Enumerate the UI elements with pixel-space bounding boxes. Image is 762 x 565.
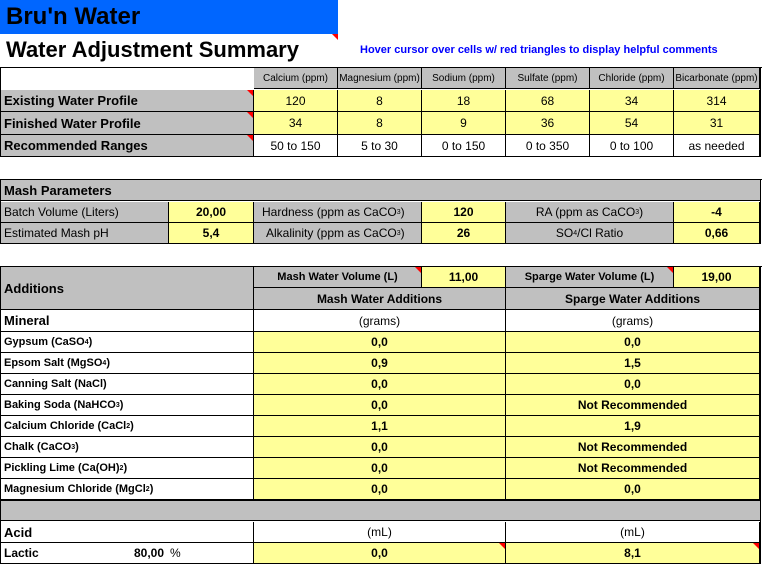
- finished-sulfate: 36: [506, 112, 590, 135]
- header-sulfate: Sulfate (ppm): [506, 68, 590, 89]
- acid-separator: [1, 500, 760, 521]
- lactic-acid-row-label: [1, 543, 254, 564]
- summary-title[interactable]: Water Adjustment Summary: [0, 34, 338, 66]
- sparge-ml-unit: (mL): [506, 522, 760, 543]
- alkalinity-label: Alkalinity (ppm as CaCO 3 ): [254, 223, 422, 244]
- so4-cl-ratio-label: SO 4 /Cl Ratio: [506, 223, 674, 244]
- finished-bicarbonate: 31: [674, 112, 760, 135]
- mash-water-volume-label[interactable]: Mash Water Volume (L): [254, 267, 422, 288]
- mineral-name: Baking Soda (NaHCO 3 ): [1, 395, 254, 416]
- range-calcium: 50 to 150: [254, 135, 338, 157]
- mineral-name: Epsom Salt (MgSO 4 ): [1, 353, 254, 374]
- mineral-name: Pickling Lime (Ca(OH) 2 ): [1, 458, 254, 479]
- so4-cl-ratio-value: 0,66: [674, 223, 760, 244]
- finished-calcium: 34: [254, 112, 338, 135]
- mineral-name: Calcium Chloride (CaCl 2 ): [1, 416, 254, 437]
- batch-volume-value[interactable]: 20,00: [169, 202, 254, 223]
- range-sodium: 0 to 150: [422, 135, 506, 157]
- range-bicarbonate: as needed: [674, 135, 760, 157]
- batch-volume-label: Batch Volume (Liters): [1, 202, 169, 223]
- mineral-sparge-amount[interactable]: 1,9: [506, 416, 760, 437]
- recommended-ranges-label[interactable]: Recommended Ranges: [1, 135, 254, 157]
- mineral-mash-amount[interactable]: 0,0: [254, 332, 506, 353]
- ra-value: -4: [674, 202, 760, 223]
- range-chloride: 0 to 100: [590, 135, 674, 157]
- acid-name: Lactic: [4, 546, 39, 560]
- sparge-additions-header: Sparge Water Additions: [506, 288, 760, 310]
- acid-header: Acid: [1, 522, 254, 543]
- mineral-name: Chalk (CaCO 3 ): [1, 437, 254, 458]
- mineral-mash-amount[interactable]: 0,0: [254, 374, 506, 395]
- mineral-header: Mineral: [1, 310, 254, 332]
- app-title: Bru'n Water: [0, 0, 338, 34]
- mineral-mash-amount[interactable]: 0,0: [254, 395, 506, 416]
- existing-calcium: 120: [254, 90, 338, 112]
- mineral-sparge-amount[interactable]: 0,0: [506, 374, 760, 395]
- existing-sulfate: 68: [506, 90, 590, 112]
- mash-water-volume-value[interactable]: 11,00: [422, 267, 506, 288]
- lactic-sparge-value[interactable]: 8,1: [506, 543, 760, 564]
- header-sodium: Sodium (ppm): [422, 68, 506, 89]
- existing-profile-label[interactable]: Existing Water Profile: [1, 90, 254, 112]
- hardness-label: Hardness (ppm as CaCO 3 ): [254, 202, 422, 223]
- mineral-mash-amount[interactable]: 0,9: [254, 353, 506, 374]
- existing-chloride: 34: [590, 90, 674, 112]
- mineral-sparge-amount[interactable]: Not Recommended: [506, 395, 760, 416]
- finished-sodium: 9: [422, 112, 506, 135]
- finished-magnesium: 8: [338, 112, 422, 135]
- acid-strength[interactable]: 80,00: [134, 546, 165, 560]
- mineral-mash-amount[interactable]: 1,1: [254, 416, 506, 437]
- mineral-sparge-amount[interactable]: Not Recommended: [506, 458, 760, 479]
- mineral-sparge-amount[interactable]: 0,0: [506, 332, 760, 353]
- sparge-grams-unit: (grams): [506, 310, 760, 332]
- mineral-mash-amount[interactable]: 0,0: [254, 458, 506, 479]
- header-calcium: Calcium (ppm): [254, 68, 338, 89]
- estimated-ph-label: Estimated Mash pH: [1, 223, 169, 244]
- acid-percent: %: [170, 546, 181, 560]
- mineral-sparge-amount[interactable]: 1,5: [506, 353, 760, 374]
- additions-title: Additions: [1, 267, 254, 310]
- estimated-ph-value: 5,4: [169, 223, 254, 244]
- hardness-value: 120: [422, 202, 506, 223]
- mash-ml-unit: (mL): [254, 522, 506, 543]
- header-magnesium: Magnesium (ppm): [338, 68, 422, 89]
- mash-parameters-title: Mash Parameters: [1, 180, 760, 201]
- finished-chloride: 54: [590, 112, 674, 135]
- header-chloride: Chloride (ppm): [590, 68, 674, 89]
- mineral-sparge-amount[interactable]: Not Recommended: [506, 437, 760, 458]
- ra-label: RA (ppm as CaCO 3 ): [506, 202, 674, 223]
- existing-sodium: 18: [422, 90, 506, 112]
- sparge-water-volume-value[interactable]: 19,00: [674, 267, 760, 288]
- range-sulfate: 0 to 350: [506, 135, 590, 157]
- mineral-name: Magnesium Chloride (MgCl 2 ): [1, 479, 254, 500]
- header-bicarbonate: Bicarbonate (ppm): [674, 68, 760, 89]
- sparge-water-volume-label[interactable]: Sparge Water Volume (L): [506, 267, 674, 288]
- alkalinity-value: 26: [422, 223, 506, 244]
- mineral-name: Gypsum (CaSO 4 ): [1, 332, 254, 353]
- range-magnesium: 5 to 30: [338, 135, 422, 157]
- mineral-mash-amount[interactable]: 0,0: [254, 479, 506, 500]
- mineral-name: Canning Salt (NaCl): [1, 374, 254, 395]
- hint-text: Hover cursor over cells w/ red triangles to display helpful comments: [360, 44, 718, 56]
- existing-magnesium: 8: [338, 90, 422, 112]
- finished-profile-label[interactable]: Finished Water Profile: [1, 112, 254, 135]
- mineral-sparge-amount[interactable]: 0,0: [506, 479, 760, 500]
- existing-bicarbonate: 314: [674, 90, 760, 112]
- mineral-mash-amount[interactable]: 0,0: [254, 437, 506, 458]
- mash-grams-unit: (grams): [254, 310, 506, 332]
- mash-additions-header: Mash Water Additions: [254, 288, 506, 310]
- lactic-mash-value[interactable]: 0,0: [254, 543, 506, 564]
